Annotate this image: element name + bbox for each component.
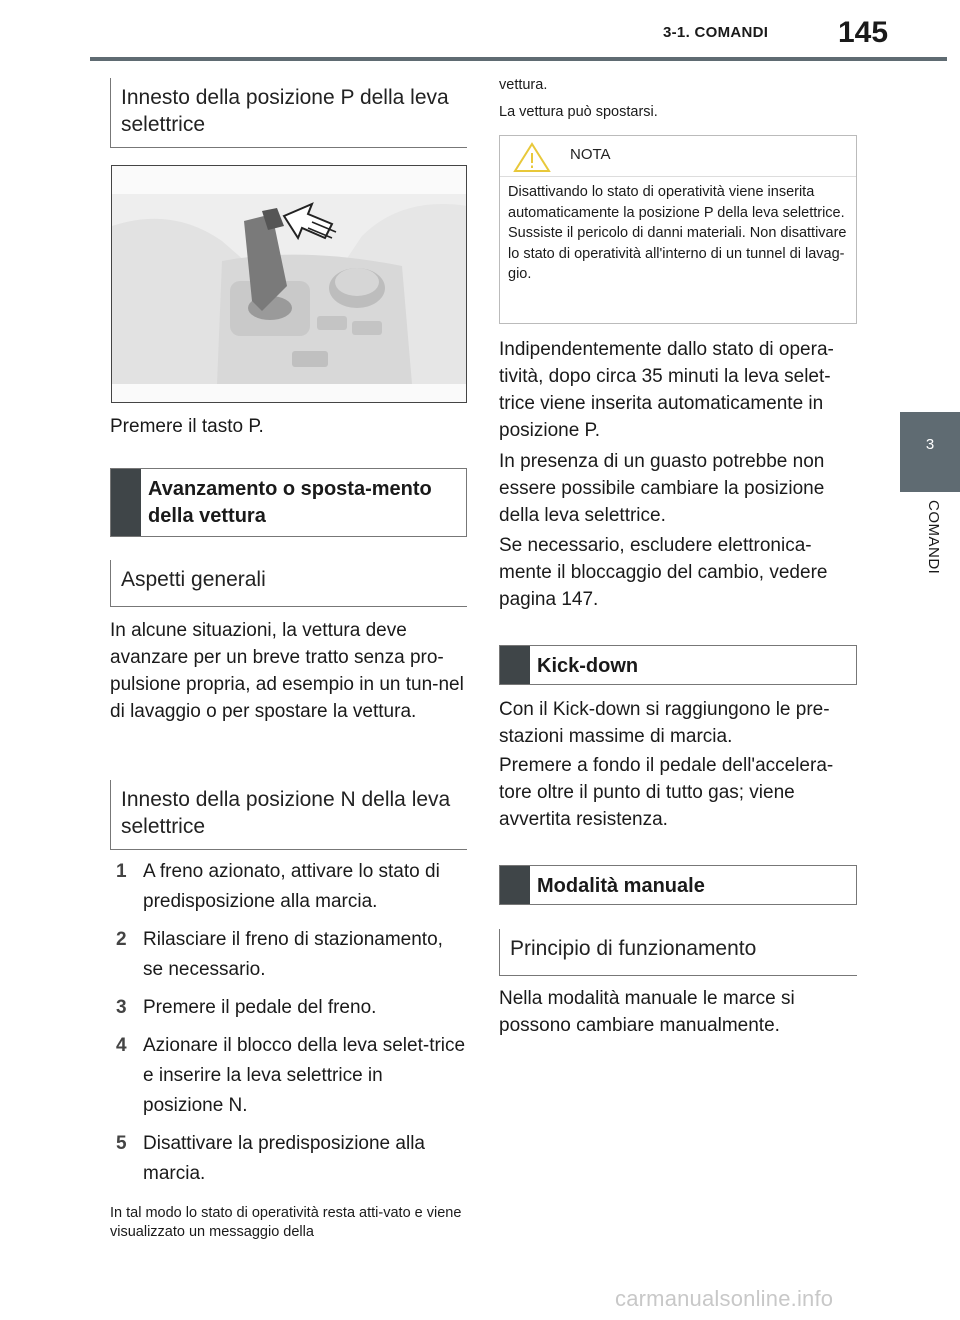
- note-label: NOTA: [570, 146, 611, 163]
- step-text: Azionare il blocco della leva selet-trice e inserire la leva selettrice in posizione N.: [143, 1035, 466, 1116]
- chapter-side-label-text: COMANDI: [925, 500, 942, 575]
- heading-bar: [500, 866, 530, 904]
- step-item: [116, 1129, 467, 1189]
- step-number: 4: [116, 1035, 127, 1056]
- step-number: 5: [116, 1133, 127, 1154]
- step-item: [116, 993, 467, 1023]
- after-steps-text: In tal modo lo stato di operatività resta atti-vato e viene visualizzato un messaggio della: [110, 1205, 462, 1240]
- step-number: 2: [116, 929, 127, 950]
- heading-roll-vehicle: [110, 468, 467, 537]
- header-rule: [90, 57, 947, 61]
- heading-bar: [500, 646, 530, 684]
- gear-selector-illustration: [112, 166, 467, 403]
- step-number: 3: [116, 997, 127, 1018]
- fault-paragraph: In presenza di un guasto potrebbe non essere possibile cambiare la posizione della leva selettrice.: [499, 451, 825, 526]
- kickdown-paragraph-2: Premere a fondo il pedale dell'accelera-tore oltre il punto di tutto gas; viene avvertita resistenza.: [499, 755, 834, 830]
- vehicle-may-move-text: La vettura può spostarsi.: [499, 104, 658, 120]
- continued-text: vettura.: [499, 77, 548, 93]
- kickdown-paragraph-1: Con il Kick-down si raggiungono le pre-stazioni massime di marcia.: [499, 699, 830, 747]
- general-paragraph: In alcune situazioni, la vettura deve avanzare per un breve tratto senza pro-pulsione propria, ad esempio in un tun-nel di lavaggio o per spostare la vettura.: [110, 620, 464, 722]
- note-header: [500, 136, 856, 177]
- heading-general: Aspetti generali: [110, 560, 467, 607]
- gear-selector-photo: [111, 165, 467, 403]
- page-number: 145: [838, 16, 889, 49]
- heading-manual-mode: [499, 865, 857, 905]
- heading-principle: Principio di funzionamento: [499, 929, 857, 976]
- heading-kickdown: [499, 645, 857, 685]
- chapter-side-label: [920, 500, 944, 610]
- note-text: Disattivando lo stato di operatività viene inserita automaticamente la posizione P della leva selettrice. Sussiste il pericolo di danni materiali. Non disattivare lo stato di operatività all'interno di un tunnel di lavag-gio.: [508, 184, 847, 282]
- manual-paragraph: Nella modalità manuale le marce si possono cambiare manualmente.: [499, 988, 795, 1036]
- heading-park-position: Innesto della posizione P della leva selettrice: [110, 78, 467, 148]
- section-title: 3-1. COMANDI: [663, 24, 769, 41]
- image-caption: Premere il tasto P.: [110, 416, 264, 437]
- note-box: [499, 135, 857, 324]
- warning-icon: [512, 141, 552, 173]
- step-number: 1: [116, 861, 127, 882]
- heading-neutral-position: Innesto della posizione N della leva selettrice: [110, 780, 467, 850]
- heading-manual-mode-text: Modalità manuale: [537, 875, 705, 897]
- chapter-tab: 3: [900, 412, 960, 492]
- step-item: [116, 1031, 467, 1121]
- step-item: [116, 857, 467, 917]
- step-text: Premere il pedale del freno.: [143, 997, 377, 1018]
- heading-kickdown-text: Kick-down: [537, 655, 639, 677]
- watermark: carmanualsonline.info: [615, 1286, 834, 1311]
- step-text: A freno azionato, attivare lo stato di predisposizione alla marcia.: [143, 861, 440, 912]
- heading-roll-vehicle-text: Avanzamento o sposta-mento della vettura: [148, 478, 432, 527]
- auto-park-paragraph: Indipendentemente dallo stato di opera-tività, dopo circa 35 minuti la leva selet-trice viene inserita automaticamente in posizione P.: [499, 339, 834, 441]
- unlock-paragraph: Se necessario, escludere elettronica-mente il bloccaggio del cambio, vedere pagina 147.: [499, 535, 828, 610]
- steps-list: [116, 857, 467, 1189]
- step-text: Disattivare la predisposizione alla marcia.: [143, 1133, 425, 1184]
- heading-bar: [111, 469, 141, 536]
- step-text: Rilasciare il freno di stazionamento, se necessario.: [143, 929, 443, 980]
- step-item: [116, 925, 467, 985]
